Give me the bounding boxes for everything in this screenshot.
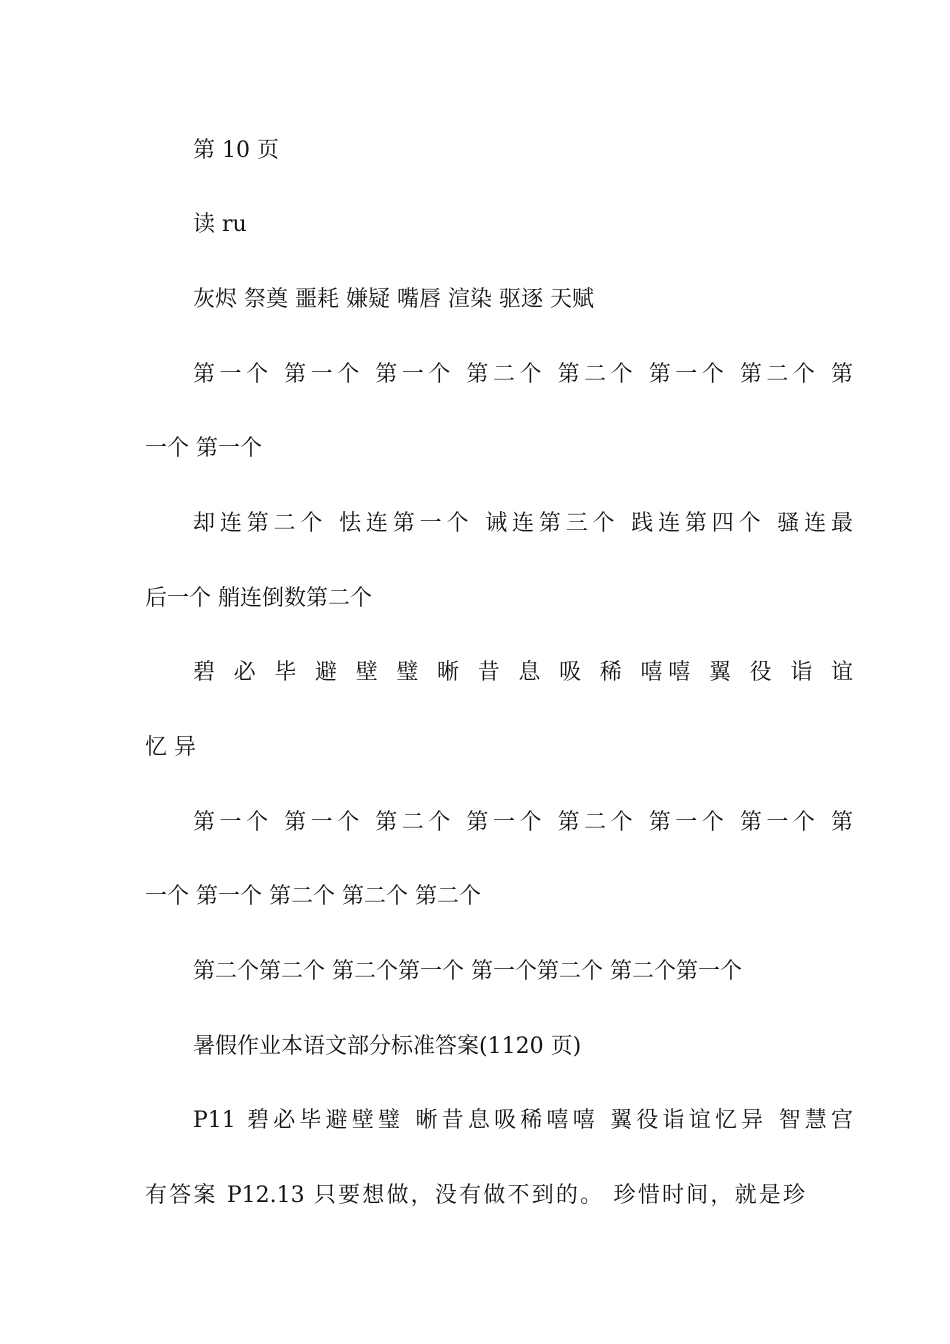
answer-line: 第一个 第一个 第一个 第二个 第二个 第一个 第二个 第 (193, 362, 853, 387)
reading-line: 读 ru (193, 212, 247, 237)
answer-line-continued: 一个 第一个 (145, 436, 262, 461)
answer-line-continued: 一个 第一个 第二个 第二个 第二个 (145, 884, 481, 909)
pairs-line: 第二个第二个 第二个第一个 第一个第二个 第二个第一个 (193, 959, 742, 984)
character-line-continued: 忆 异 (145, 735, 196, 760)
p11-answer-line: P11 碧必毕避壁璧 晰昔息吸稀嘻嘻 翼役诣谊忆异 智慧宫 (193, 1108, 853, 1133)
p12-answer-line: 有答案 P12.13 只要想做，没有做不到的。 珍惜时间，就是珍 (145, 1183, 805, 1208)
matching-line-continued: 后一个 艄连倒数第二个 (145, 586, 372, 611)
character-line: 碧 必 毕 避 壁 璧 晰 昔 息 吸 稀 嘻嘻 翼 役 诣 谊 (193, 660, 853, 685)
page-number-line: 第 10 页 (193, 138, 279, 163)
answer-line: 第一个 第一个 第二个 第一个 第二个 第一个 第一个 第 (193, 810, 853, 835)
section-title: 暑假作业本语文部分标准答案(1120 页) (193, 1034, 582, 1059)
matching-line: 却连第二个 怯连第一个 诫连第三个 践连第四个 骚连最 (193, 511, 853, 536)
document-page (145, 0, 853, 1344)
vocabulary-line: 灰烬 祭奠 噩耗 嫌疑 嘴唇 渲染 驱逐 天赋 (193, 287, 594, 312)
